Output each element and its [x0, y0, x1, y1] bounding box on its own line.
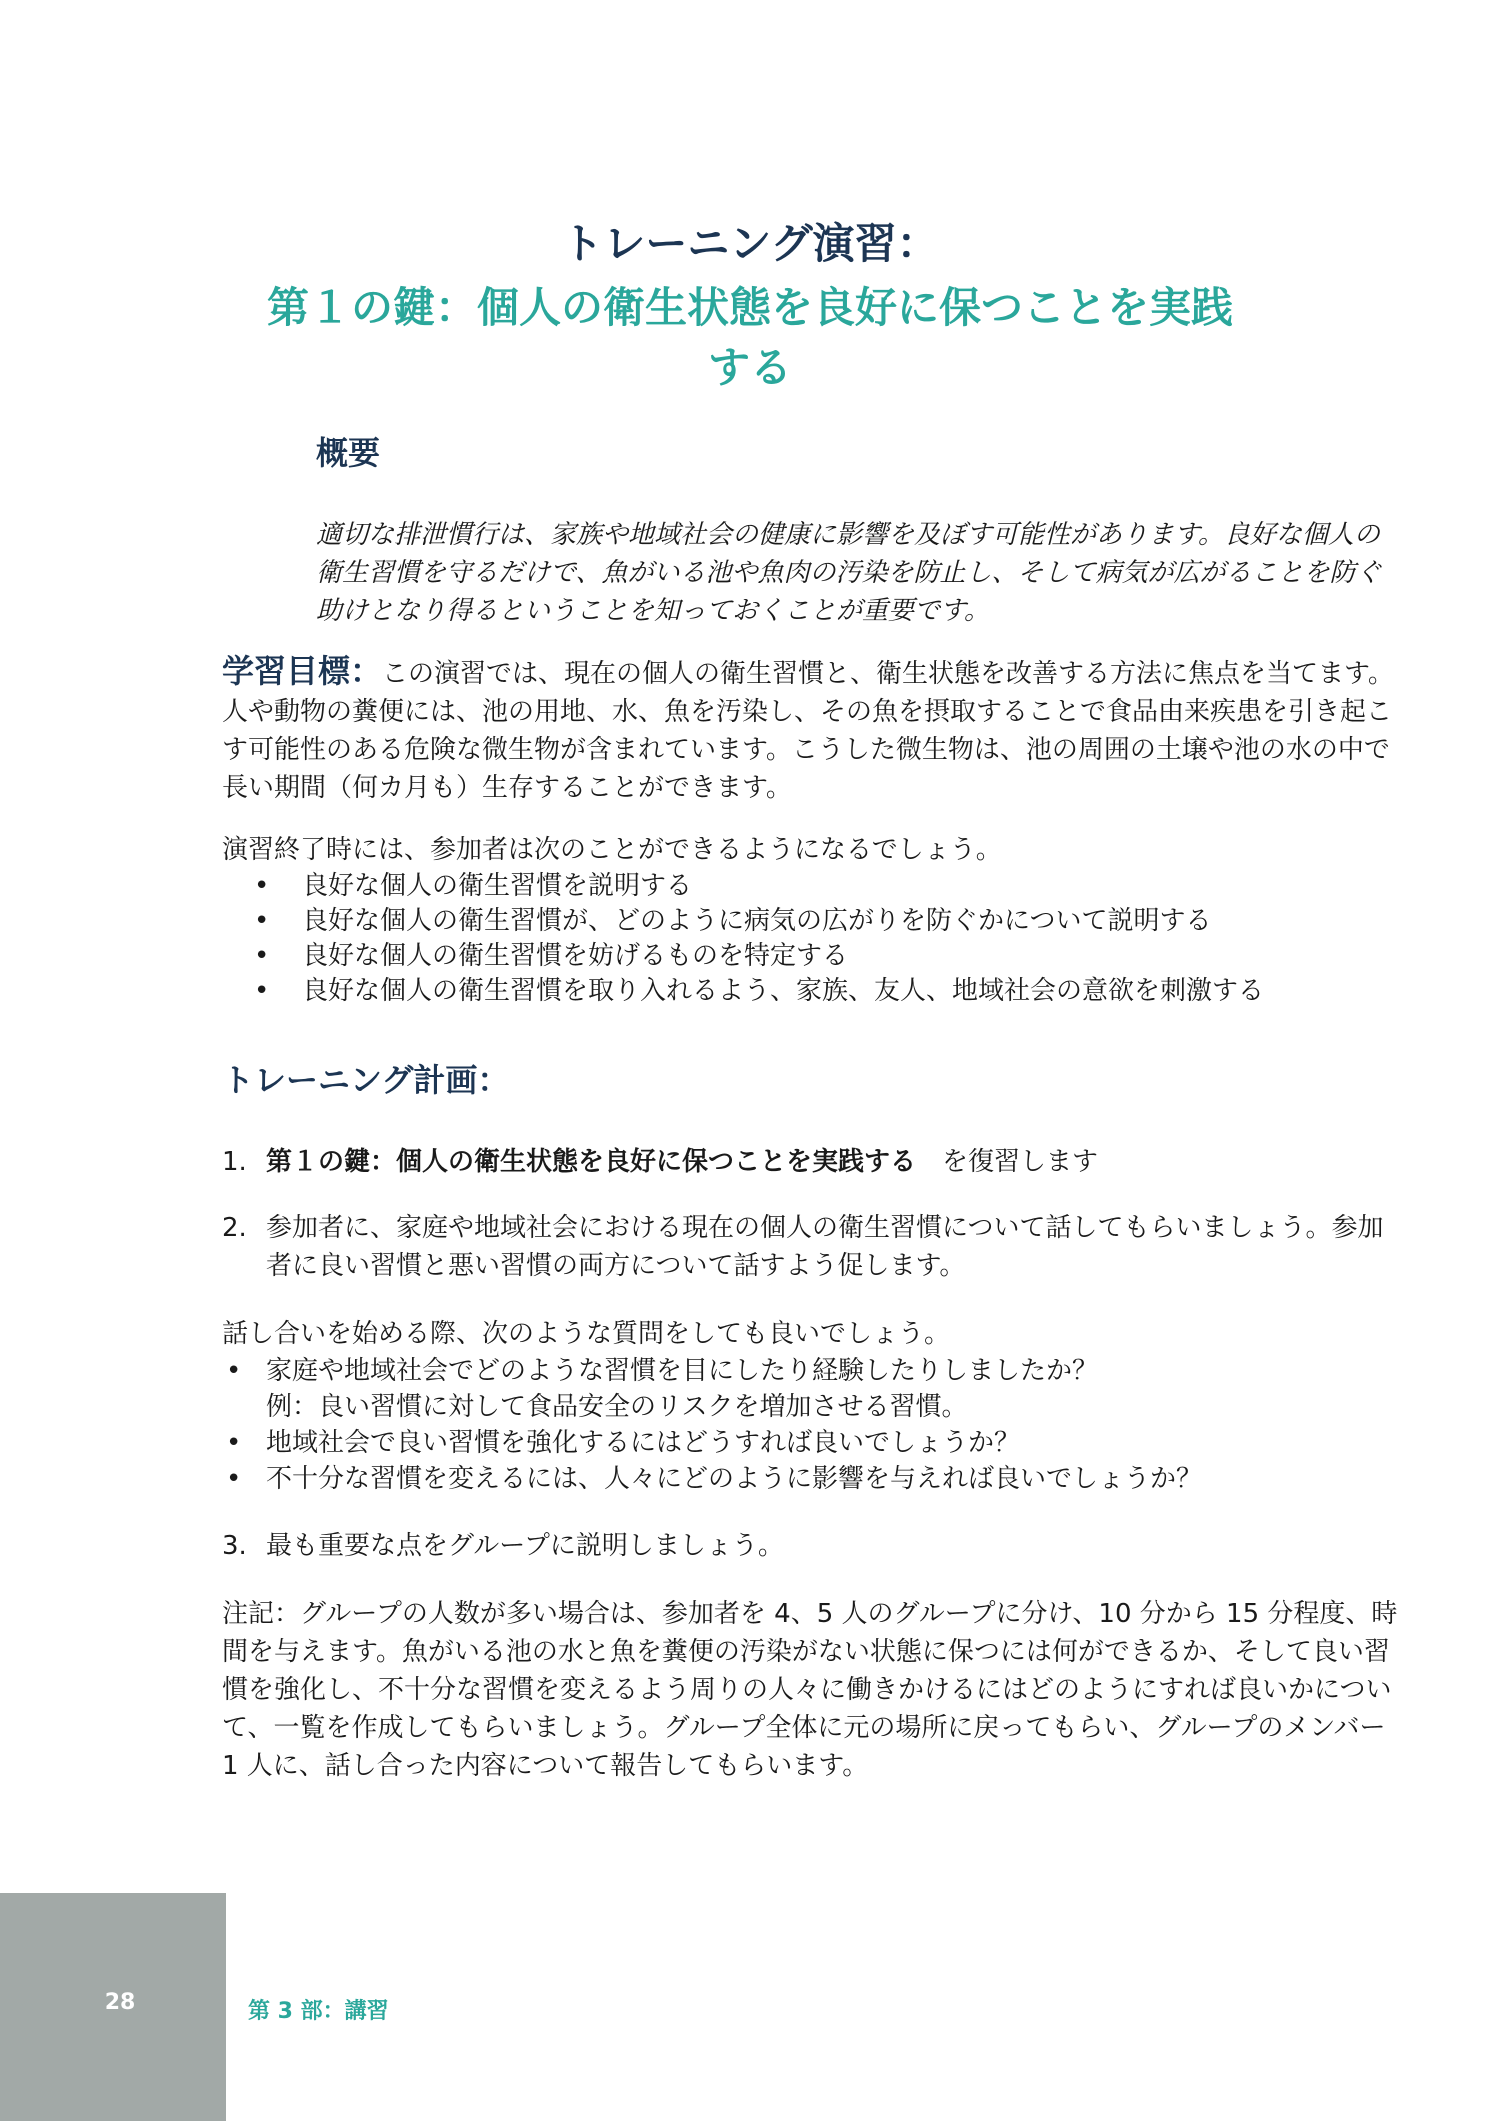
- objectives-paragraph: [222, 652, 1402, 807]
- plan-step-2: [222, 1209, 1402, 1285]
- questions-list: [222, 1353, 1402, 1497]
- plan-heading: トレーニング計画：: [222, 1061, 510, 1099]
- plan-step-1: [222, 1143, 1402, 1181]
- list-item: • 地域社会で良い習慣を強化するにはどうすれば良いでしょうか？: [222, 1425, 1402, 1461]
- title-block: [0, 214, 1500, 398]
- plan-step-3: [222, 1527, 1402, 1565]
- list-item: • 良好な個人の衛生習慣を妨げるものを特定する: [254, 939, 1402, 974]
- note-paragraph: 注記：グループの人数が多い場合は、参加者を 4、5 人のグループに分け、10 分から 15 分程度、時間を与えます。魚がいる池の水と魚を糞便の汚染がない状態に保つには何ができるか、そして良い習慣を強化し、不十分な習慣を変えるよう周りの人々に働きかけるにはどのようにすれば良いかについて、一覧を作成してもらいましょう。グループ全体に元の場所に戻ってもらい、グループのメンバー1 人に、話し合った内容について報告してもらいます。: [222, 1599, 1398, 1781]
- objectives-intro: 演習終了時には、参加者は次のことができるようになるでしょう。: [222, 835, 1002, 865]
- overview-heading: 概要: [316, 434, 381, 472]
- question-example: 例：良い習慣に対して食品安全のリスクを増加させる習慣。: [266, 1392, 968, 1422]
- discussion-intro: 話し合いを始める際、次のような質問をしても良いでしょう。: [222, 1319, 951, 1349]
- step-number: 2.: [222, 1213, 247, 1243]
- step-1-bold: 第１の鍵：個人の衛生状態を良好に保つことを実践する: [266, 1147, 917, 1177]
- list-item: • 良好な個人の衛生習慣を取り入れるよう、家族、友人、地域社会の意欲を刺激する: [254, 974, 1402, 1009]
- step-3-text: 最も重要な点をグループに説明しましょう。: [266, 1531, 784, 1561]
- page-number: 28: [104, 1990, 136, 2015]
- page-title: トレーニング演習：: [561, 219, 939, 268]
- step-number: 3.: [222, 1531, 247, 1561]
- objectives-lead: 学習目標：: [222, 652, 383, 690]
- footer-section-label: 第 3 部：講習: [248, 1999, 389, 2024]
- objectives-text: この演習では、現在の個人の衛生習慣と、衛生状態を改善する方法に焦点を当てます。人や動物の糞便には、池の用地、水、魚を汚染し、その魚を摂取することで食品由来疾患を引き起こす可能性のある危険な微生物が含まれています。こうした微生物は、池の周囲の土壌や池の水の中で長い期間（何カ月も）生存することができます。: [222, 659, 1394, 803]
- overview-text: 適切な排泄慣行は、家族や地域社会の健康に影響を及ぼす可能性があります。良好な個人の衛生習慣を守るだけで、魚がいる池や魚肉の汚染を防止し、そして病気が広がることを防ぐ助けとなり得るということを知っておくことが重要です。: [316, 520, 1382, 626]
- step-2-text: 参加者に、家庭や地域社会における現在の個人の衛生習慣について話してもらいましょう。参加者に良い習慣と悪い習慣の両方について話すよう促します。: [266, 1213, 1384, 1281]
- step-1-rest: を復習します: [916, 1147, 1099, 1177]
- page-subtitle: 第１の鍵：個人の衛生状態を良好に保つことを実践する: [266, 283, 1233, 392]
- list-item: • 良好な個人の衛生習慣が、どのように病気の広がりを防ぐかについて説明する: [254, 904, 1402, 939]
- list-item: [222, 1353, 1402, 1425]
- overview-section: [316, 430, 1396, 630]
- list-item: • 不十分な習慣を変えるには、人々にどのように影響を与えれば良いでしょうか？: [222, 1461, 1402, 1497]
- question-text: 家庭や地域社会でどのような習慣を目にしたり経験したりしましたか？: [266, 1356, 1099, 1386]
- step-number: 1.: [222, 1147, 247, 1177]
- list-item: • 良好な個人の衛生習慣を説明する: [254, 869, 1402, 904]
- main-body: [222, 652, 1402, 1785]
- objectives-list: [254, 869, 1402, 1009]
